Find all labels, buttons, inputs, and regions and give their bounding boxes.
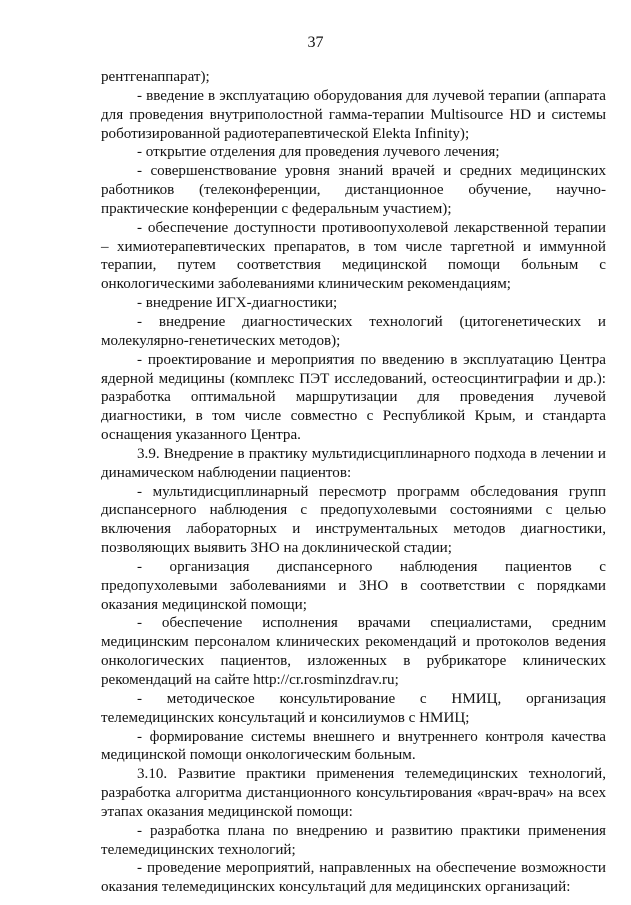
paragraph-continuation: рентгенаппарат); bbox=[101, 69, 210, 85]
paragraph-diagnostic-technologies: - внедрение диагностических технологий (цитогенетических и молекулярно-генетических методов); bbox=[101, 313, 606, 349]
paragraph-radiotherapy-department: - открытие отделения для проведения лучевого лечения; bbox=[137, 144, 500, 161]
paragraph-clinical-guidelines: - обеспечение исполнения врачами специалистами, средним медицинским персоналом клинических рекомендаций и протоколов ведения онкологических пациентов, изложенных в рубрикаторе клинических рекомендаций на сайте http://cr.rosminzdrav.ru; bbox=[101, 615, 606, 688]
paragraph-nuclear-medicine-center: - проектирование и мероприятия по введению в эксплуатацию Центра ядерной медицины (комплекс ПЭТ исследований, остеосцинтиграфии и др.): разработка оптимальной маршрутизации для проведения лучевой диагностики, в том числе совместно с Республикой Крым, и стандарта оснащения указанного Центра. bbox=[101, 351, 606, 444]
paragraph-nmic-consulting: - методическое консультирование с НМИЦ, организация телемедицинских консультаций и консилиумов с НМИЦ; bbox=[101, 690, 606, 726]
paragraph-staff-training: - совершенствование уровня знаний врачей и средних медицинских работников (телеконференции, дистанционное обучение, научно-практические конференции с федеральным участием); bbox=[101, 163, 606, 217]
paragraph-telemedicine-consultations: - проведение мероприятий, направленных на обеспечение возможности оказания телемедицинских консультаций для медицинских организаций: bbox=[101, 860, 606, 896]
paragraph-drug-therapy-access: - обеспечение доступности противоопухолевой лекарственной терапии – химиотерапевтических препаратов, в том числе таргетной и иммунной терапии, путем соответствия медицинской помощи больным с онкологическими заболеваниями клиническим рекомендациям; bbox=[101, 219, 606, 293]
paragraph-screening-review: - мультидисциплинарный пересмотр программ обследования групп диспансерного наблюдения с предопухолевыми состояниями с целью включения лабораторных и инструментальных методов диагностики, позволяющих выявить ЗНО на доклинической стадии; bbox=[101, 483, 606, 557]
paragraph-dispensary-observation: - организация диспансерного наблюдения пациентов с предопухолевыми заболеваниями и ЗНО в соответствии с порядками оказания медицинской помощи; bbox=[101, 558, 606, 613]
paragraph-radiotherapy-equipment: - введение в эксплуатацию оборудования для лучевой терапии (аппарата для проведения внутриполостной гамма-терапии Multisource HD и системы роботизированной радиотерапевтической Elekta Infinity); bbox=[101, 87, 606, 142]
paragraph-ihc-diagnostics: - внедрение ИГХ-диагностики; bbox=[137, 295, 338, 312]
paragraph-quality-control: - формирование системы внешнего и внутреннего контроля качества медицинской помощи онкологическим больным. bbox=[101, 728, 606, 764]
document-body bbox=[101, 68, 606, 897]
paragraph-telemedicine-plan: - разработка плана по внедрению и развитию практики применения телемедицинских технологий; bbox=[101, 822, 606, 858]
page-number: 37 bbox=[307, 34, 324, 51]
section-heading-3-10: 3.10. Развитие практики применения телемедицинских технологий, разработка алгоритма дистанционного консультирования «врач-врач» на всех этапах оказания медицинской помощи: bbox=[101, 766, 606, 820]
section-heading-3-9: 3.9. Внедрение в практику мультидисциплинарного подхода в лечении и динамическом наблюдении пациентов: bbox=[101, 445, 606, 481]
